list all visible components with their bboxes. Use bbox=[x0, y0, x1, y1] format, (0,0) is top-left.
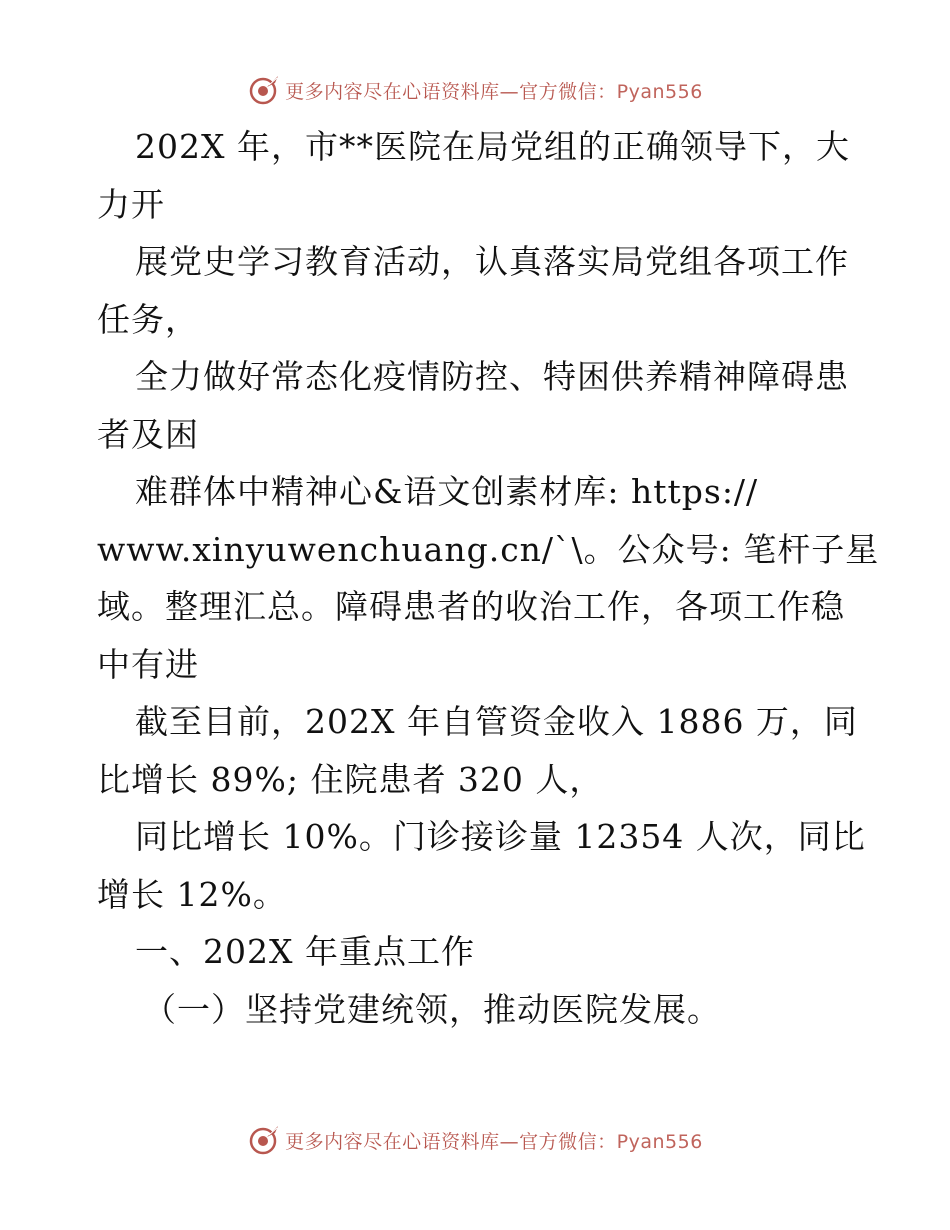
body-line: 力开 bbox=[97, 184, 165, 224]
body-line: 比增长 89%; 住院患者 320 人， bbox=[97, 759, 604, 799]
wechat-account: Pyan556 bbox=[616, 80, 703, 103]
document-body bbox=[97, 118, 880, 1038]
body-line: 同比增长 10%。门诊接诊量 12354 人次，同比 bbox=[135, 817, 866, 856]
body-line: 增长 12%。 bbox=[97, 874, 287, 914]
banner-label: 更多内容尽在心语资料库—官方微信： bbox=[285, 1130, 617, 1153]
subsection-heading: （一）坚持党建统领，推动医院发展。 bbox=[143, 989, 721, 1029]
body-line: 202X 年，市**医院在局党组的正确领导下，大 bbox=[135, 127, 850, 166]
quill-seal-icon bbox=[247, 73, 281, 107]
banner-label: 更多内容尽在心语资料库—官方微信： bbox=[285, 80, 617, 103]
body-line: 全力做好常态化疫情防控、特困供养精神障碍患 bbox=[135, 357, 849, 396]
body-line: 截至目前，202X 年自管资金收入 1886 万，同 bbox=[135, 702, 858, 741]
banner-text bbox=[285, 1127, 703, 1154]
body-line: 难群体中精神心&语文创素材库: https:// bbox=[135, 472, 759, 511]
body-line: 任务， bbox=[97, 299, 199, 339]
body-line: 域。整理汇总。障碍患者的收治工作，各项工作稳 bbox=[97, 587, 845, 626]
quill-seal-icon bbox=[247, 1123, 281, 1157]
body-line: 者及困 bbox=[97, 414, 199, 454]
footer-banner bbox=[0, 1120, 950, 1160]
body-line: www.xinyuwenchuang.cn/`\。公众号: 笔杆子星 bbox=[97, 529, 880, 569]
wechat-account: Pyan556 bbox=[616, 1130, 703, 1153]
banner-text bbox=[285, 77, 703, 104]
section-heading: 一、202X 年重点工作 bbox=[135, 932, 475, 971]
header-banner bbox=[0, 70, 950, 110]
body-line: 中有进 bbox=[97, 644, 199, 684]
body-line: 展党史学习教育活动，认真落实局党组各项工作 bbox=[135, 242, 849, 281]
